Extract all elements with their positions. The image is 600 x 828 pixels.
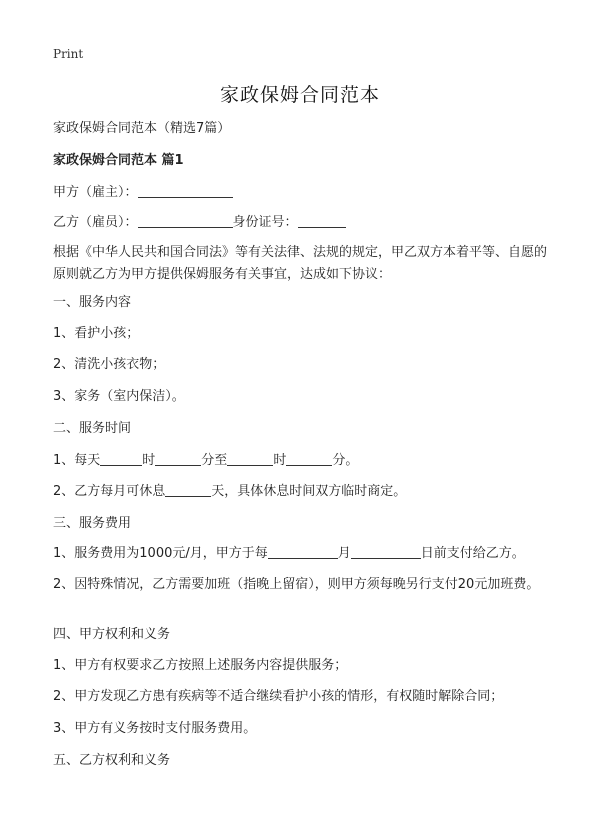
document-title: 家政保姆合同范本 (219, 84, 380, 106)
s4-title: 四、甲方权利和义务 (53, 627, 171, 642)
s4-item-3: 3、甲方有义务按时支付服务费用。 (53, 721, 257, 736)
id-label: 身份证号： (232, 215, 298, 230)
intro-paragraph: 根据《中华人民共和国合同法》等有关法律、法规的规定，甲乙双方本着平等、自愿的原则就乙方为甲方提供保姆服务有关事宜，达成如下协议： (53, 245, 548, 282)
blank-minute-start (155, 451, 201, 466)
blank-hour-end (227, 451, 273, 466)
s3-title: 三、服务费用 (53, 516, 132, 531)
s5-title: 五、乙方权利和义务 (53, 753, 171, 768)
s2-2-part-a: 2、乙方每月可休息 (53, 484, 166, 499)
party-a-blank (138, 183, 233, 198)
print-label: Print (53, 47, 84, 61)
s2-title: 二、服务时间 (53, 421, 132, 436)
s1-item-1: 1、看护小孩； (53, 326, 140, 341)
s2-1-part-e: 分。 (332, 453, 359, 468)
s4-item-2: 2、甲方发现乙方患有疾病等不适合继续看护小孩的情形，有权随时解除合同； (53, 689, 504, 704)
s2-item-1 (53, 450, 553, 472)
blank-hour-start (100, 451, 142, 466)
party-b-blank (138, 213, 233, 228)
s2-item-2 (53, 481, 553, 503)
s2-2-part-b: 天，具体休息时间双方临时商定。 (211, 484, 407, 499)
party-a-label: 甲方（雇主）： (53, 185, 138, 200)
s2-1-part-c: 分至 (201, 453, 228, 468)
blank-pay-day (351, 544, 421, 559)
s3-1-part-c: 日前支付给乙方。 (420, 546, 525, 561)
s3-item-2: 2、因特殊情况，乙方需要加班（指晚上留宿），则甲方须每晚另行支付20元加班费。 (53, 577, 540, 592)
party-a-line (53, 182, 553, 204)
s4-item-1: 1、甲方有权要求乙方按照上述服务内容提供服务； (53, 658, 348, 673)
s3-item-1 (53, 543, 553, 565)
blank-rest-days (165, 482, 211, 497)
s1-title: 一、服务内容 (53, 295, 132, 310)
s3-1-part-a: 1、服务费用为1000元/月，甲方于每 (53, 546, 268, 561)
s2-1-part-a: 1、每天 (53, 453, 101, 468)
blank-pay-month (268, 544, 338, 559)
id-blank (298, 213, 346, 228)
s1-item-2: 2、清洗小孩衣物； (53, 357, 166, 372)
party-b-label: 乙方（雇员）： (53, 215, 138, 230)
s2-1-part-d: 时 (273, 453, 287, 468)
party-b-line (53, 212, 553, 234)
document-subtitle: 家政保姆合同范本（精选7篇） (53, 121, 231, 136)
s1-item-3: 3、家务（室内保洁）。 (53, 389, 185, 404)
s3-1-part-b: 月 (337, 546, 351, 561)
blank-minute-end (286, 451, 332, 466)
s2-1-part-b: 时 (142, 453, 156, 468)
section-heading: 家政保姆合同范本 篇1 (53, 153, 184, 168)
